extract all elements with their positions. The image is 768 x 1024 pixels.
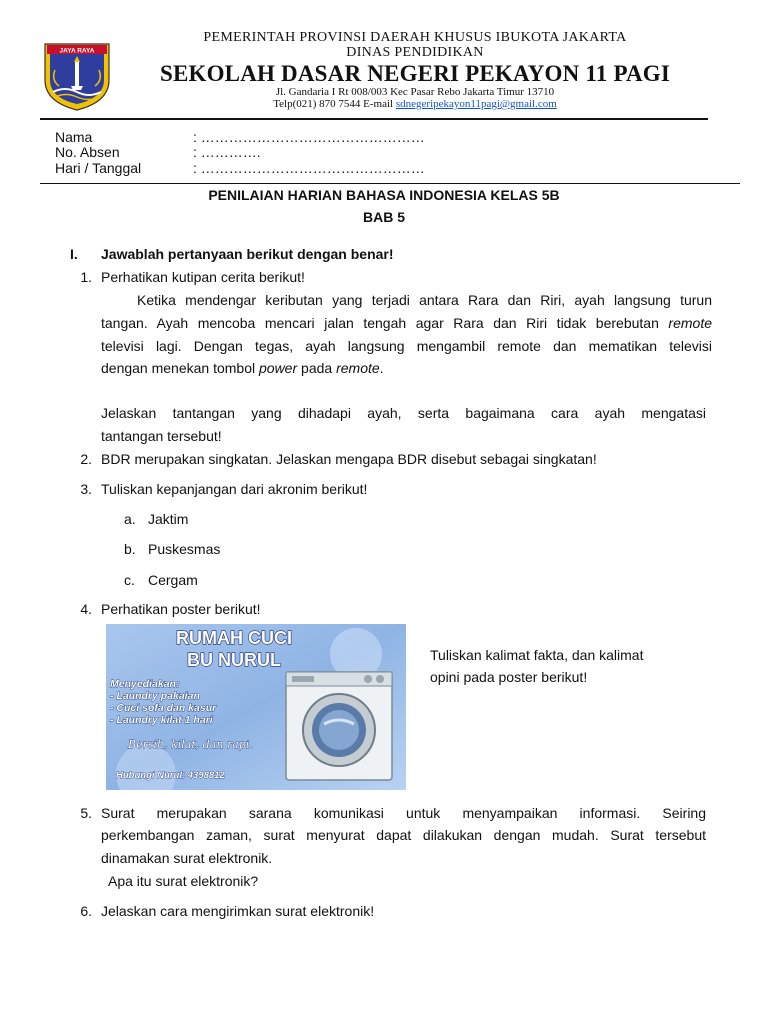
phone-text: Telp(021) 870 7544 E-mail [273, 98, 396, 110]
q2-number: 2. [80, 451, 92, 467]
q5-line3: dinamakan surat elektronik. [101, 850, 273, 866]
school-name: SEKOLAH DASAR NEGERI PEKAYON 11 PAGI [159, 61, 671, 86]
poster-offer-2: - Cuci sofa dan kasur [110, 702, 217, 714]
q5-question: Apa itu surat elektronik? [108, 873, 259, 889]
name-label: Nama [55, 129, 93, 145]
q6-text: Jelaskan cara mengirimkan surat elektronik! [101, 903, 375, 919]
q1-line4-text-b: pada [297, 360, 337, 376]
identity-divider [40, 183, 740, 184]
name-field[interactable]: : ………………………………………… [193, 129, 425, 145]
poster-title-line1: RUMAH CUCI [176, 628, 292, 648]
q6-number: 6. [80, 903, 92, 919]
q5-line2: perkembangan zaman, surat menyurat dapat dilakukan dengan mudah. Surat tersebut [101, 827, 706, 843]
q2-text: BDR merupakan singkatan. Jelaskan mengapa BDR disebut sebagai singkatan! [101, 451, 597, 467]
exam-chapter: BAB 5 [362, 209, 405, 225]
q3-item-c-letter: c. [124, 572, 135, 588]
q3-number: 3. [80, 481, 92, 497]
section-roman: I. [70, 246, 78, 262]
q1-intro: Perhatikan kutipan cerita berikut! [101, 269, 305, 285]
school-address: Jl. Gandaria I Rt 008/003 Kec Pasar Rebo Jakarta Timur 13710 [275, 86, 555, 98]
q4-text: Perhatikan poster berikut! [101, 601, 261, 617]
q1-paragraph-line4 [101, 360, 384, 376]
q4-side-line2: opini pada poster berikut! [430, 669, 588, 685]
q1-task-line1: Jelaskan tantangan yang dihadapi ayah, serta bagaimana cara ayah mengatasi [101, 405, 706, 421]
q1-line4-italic-remote: remote [336, 360, 380, 376]
q1-paragraph-line2 [101, 315, 712, 331]
absen-label: No. Absen [55, 144, 120, 160]
date-field[interactable]: : ………………………………………… [193, 160, 425, 176]
date-label: Hari / Tanggal [55, 160, 142, 176]
poster-offer-heading: Menyediakan: [110, 678, 180, 690]
section-instruction: Jawablah pertanyaan berikut dengan benar! [101, 246, 394, 262]
government-name: PEMERINTAH PROVINSI DAERAH KHUSUS IBUKOTA JAKARTA [203, 30, 627, 45]
poster-contact: Hubungi Nurul: 4398812 [116, 770, 225, 781]
laundry-poster-image [106, 624, 406, 790]
department-name: DINAS PENDIDIKAN [346, 45, 484, 60]
q1-paragraph-line1: Ketika mendengar keributan yang terjadi antara Rara dan Riri, ayah langsung turun [137, 292, 712, 308]
poster-offer-3: - Laundry kilat 1 hari [110, 714, 213, 726]
exam-title: PENILAIAN HARIAN BAHASA INDONESIA KELAS 5B [208, 187, 560, 203]
email-link[interactable]: sdnegeripekayon11pagi@gmail.com [395, 98, 557, 110]
q3-text: Tuliskan kepanjangan dari akronim berikut! [101, 481, 368, 497]
q4-side-line1: Tuliskan kalimat fakta, dan kalimat [430, 647, 644, 663]
q5-number: 5. [80, 805, 92, 821]
q3-item-b-text: Puskesmas [148, 541, 221, 557]
q5-line1: Surat merupakan sarana komunikasi untuk menyampaikan informasi. Seiring [101, 805, 706, 821]
poster-slogan: Bersih, kilat, dan rapi. [128, 738, 253, 751]
school-contact [120, 98, 710, 110]
letterhead-divider [40, 118, 708, 120]
q1-task-line2: tantangan tersebut! [101, 428, 222, 444]
q1-paragraph-line3: televisi lagi. Dengan tegas, ayah langsung mengambil remote dan mematikan televisi [101, 338, 712, 354]
q1-line4-italic-power: power [259, 360, 298, 376]
q1-number: 1. [80, 269, 92, 285]
q1-line2-text: tangan. Ayah mencoba mencari jalan tengah agar Rara dan Riri tidak berebutan [101, 315, 669, 331]
q1-line4-period: . [379, 360, 384, 376]
logo-banner-text: JAYA RAYA [59, 47, 95, 55]
washing-machine-icon [286, 672, 392, 780]
q4-number: 4. [80, 601, 92, 617]
poster-offer-1: - Laundry pakaian [110, 690, 200, 702]
jakarta-crest-logo [37, 40, 117, 112]
q3-item-c-text: Cergam [148, 572, 198, 588]
q3-item-a-text: Jaktim [148, 511, 189, 527]
absen-field[interactable]: : …………. [193, 144, 261, 160]
poster-title-line2: BU NURUL [187, 650, 281, 670]
q3-item-b-letter: b. [124, 541, 136, 557]
q1-line4-text-a: dengan menekan tombol [101, 360, 259, 376]
q1-line2-italic: remote [668, 315, 712, 331]
q3-item-a-letter: a. [124, 511, 136, 527]
